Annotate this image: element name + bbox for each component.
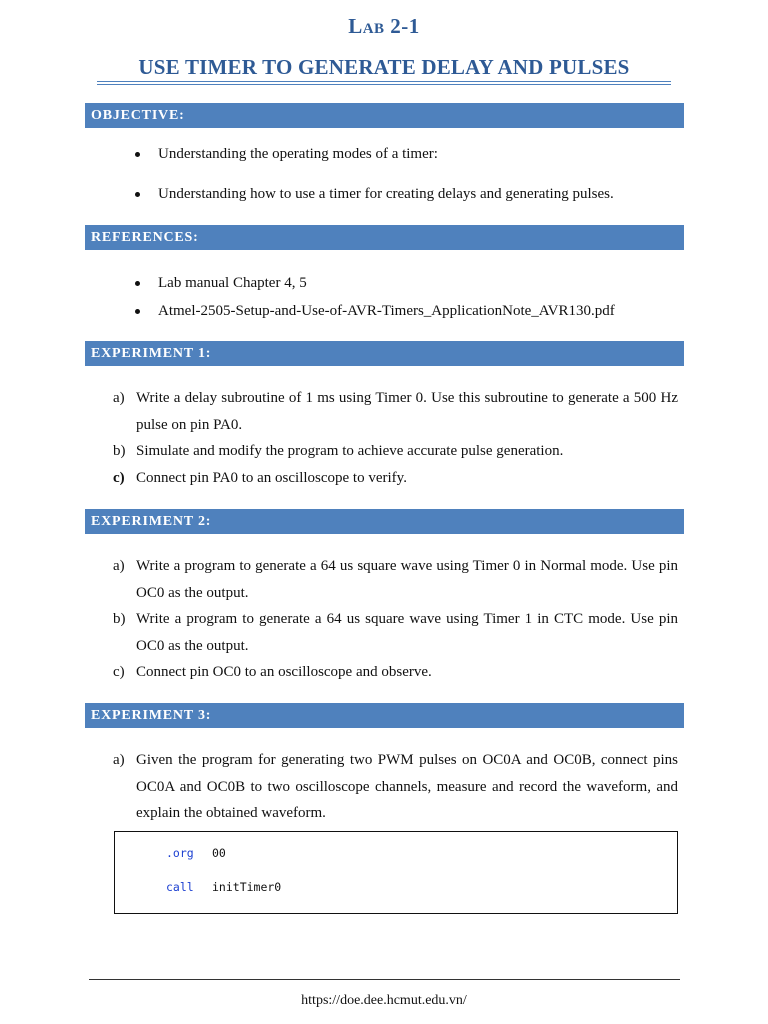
list-item: [113, 553, 678, 606]
page-title: USE TIMER TO GENERATE DELAY AND PULSES: [138, 55, 630, 79]
list-item-label: b): [113, 443, 126, 459]
list-item-label: c): [113, 470, 125, 486]
list-item-text: Write a delay subroutine of 1 ms using Timer 0. Use this subroutine to generate a 500 Hz pulse on pin PA0.: [136, 390, 678, 433]
code-line: [166, 880, 281, 894]
footer-divider: [89, 979, 680, 980]
list-item-text: Write a program to generate a 64 us square wave using Timer 1 in CTC mode. Use pin OC0 as the output.: [136, 611, 678, 654]
list-item-text: Write a program to generate a 64 us square wave using Timer 0 in Normal mode. Use pin OC0 as the output.: [136, 558, 678, 601]
reference-document-link: Atmel-2505-Setup-and-Use-of-AVR-Timers_ApplicationNote_AVR130.pdf: [158, 303, 615, 319]
list-item: [113, 659, 678, 686]
bullet-icon: [135, 309, 140, 314]
list-item-text: Simulate and modify the program to achieve accurate pulse generation.: [136, 443, 564, 459]
list-item-label: b): [113, 611, 126, 627]
list-item: [113, 385, 678, 438]
bullet-icon: [135, 281, 140, 286]
section-heading-experiment-1: EXPERIMENT 1:: [85, 341, 684, 366]
section-heading-experiment-2: EXPERIMENT 2:: [85, 509, 684, 534]
list-item: [113, 747, 678, 827]
section-heading-objective: OBJECTIVE:: [85, 103, 684, 128]
list-item-label: a): [113, 752, 125, 768]
list-item-label: a): [113, 558, 125, 574]
list-item: [113, 465, 678, 492]
list-item-text: Lab manual Chapter 4, 5: [158, 275, 307, 291]
code-line: [166, 846, 226, 860]
list-item-text: Given the program for generating two PWM pulses on OC0A and OC0B, connect pins OC0A and OC0B to two oscilloscope channels, measure and record the waveform, and explain the obtained waveform.: [136, 752, 678, 821]
footer-url[interactable]: https://doe.dee.hcmut.edu.vn/: [301, 993, 467, 1008]
list-item: [113, 438, 678, 465]
list-item-label: c): [113, 664, 125, 680]
code-argument: initTimer0: [212, 880, 282, 894]
code-keyword: call: [166, 880, 194, 894]
list-item-text: Understanding how to use a timer for creating delays and generating pulses.: [158, 186, 614, 202]
list-item-text: Connect pin PA0 to an oscilloscope to verify.: [136, 470, 407, 486]
code-keyword: .org: [166, 846, 194, 860]
lab-number: Lab 2-1: [348, 14, 420, 38]
bullet-icon: [135, 192, 140, 197]
list-item-label: a): [113, 390, 125, 406]
list-item: [113, 606, 678, 659]
title-underline: [97, 81, 671, 85]
section-heading-references: REFERENCES:: [85, 225, 684, 250]
code-argument: 00: [212, 846, 226, 860]
section-heading-experiment-3: EXPERIMENT 3:: [85, 703, 684, 728]
bullet-icon: [135, 152, 140, 157]
list-item-text: Understanding the operating modes of a timer:: [158, 146, 438, 162]
code-block: [114, 831, 678, 914]
list-item-text: Connect pin OC0 to an oscilloscope and observe.: [136, 664, 432, 680]
